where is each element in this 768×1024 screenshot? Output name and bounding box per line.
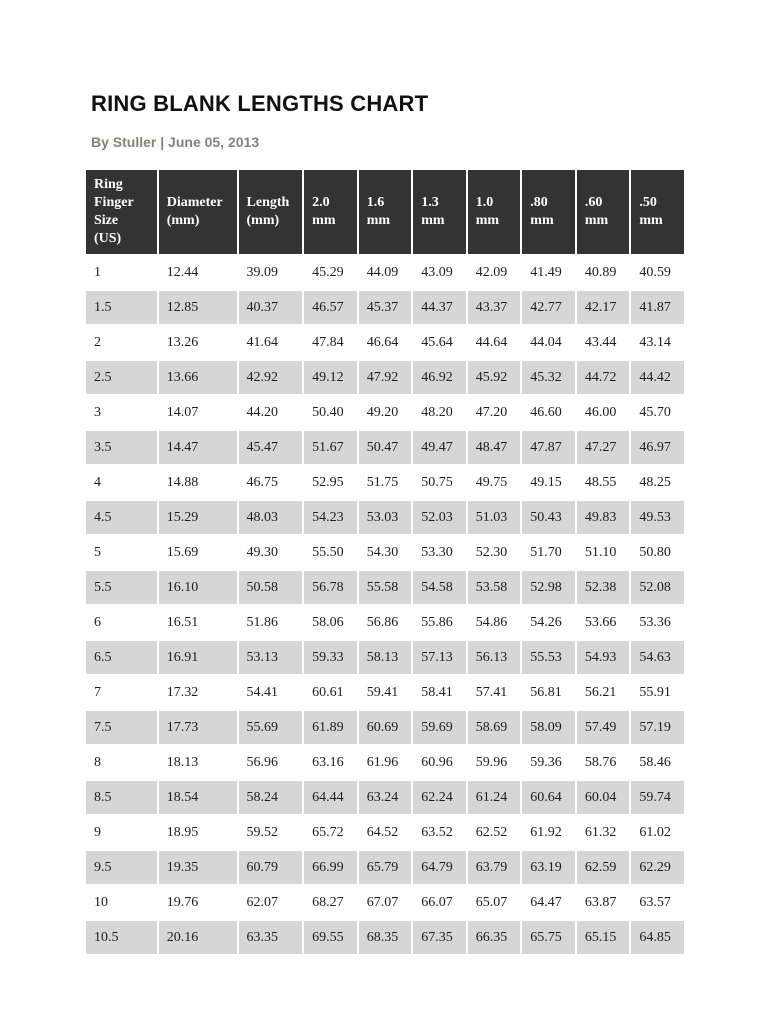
table-row [86,676,684,709]
cell-ring-size: 1 [86,256,157,289]
cell-0-50-mm: 64.85 [631,921,684,954]
cell-0-50-mm: 63.57 [631,886,684,919]
cell-length: 54.41 [239,676,303,709]
table-row [86,851,684,884]
cell-0-60-mm: 60.04 [577,781,630,814]
cell-1-3-mm: 63.52 [413,816,466,849]
cell-0-80-mm: 47.87 [522,431,575,464]
table-row [86,326,684,359]
cell-0-50-mm: 55.91 [631,676,684,709]
cell-1-0-mm: 59.96 [468,746,521,779]
cell-ring-size: 9 [86,816,157,849]
cell-length: 44.20 [239,396,303,429]
table-row [86,571,684,604]
cell-length: 50.58 [239,571,303,604]
cell-2-0-mm: 64.44 [304,781,357,814]
cell-1-3-mm: 54.58 [413,571,466,604]
cell-0-80-mm: 45.32 [522,361,575,394]
table-row [86,361,684,394]
cell-2-0-mm: 55.50 [304,536,357,569]
cell-0-50-mm: 46.97 [631,431,684,464]
cell-0-60-mm: 53.66 [577,606,630,639]
cell-1-3-mm: 53.30 [413,536,466,569]
cell-1-6-mm: 49.20 [359,396,412,429]
cell-1-3-mm: 62.24 [413,781,466,814]
cell-0-60-mm: 43.44 [577,326,630,359]
cell-2-0-mm: 69.55 [304,921,357,954]
cell-diameter: 19.35 [159,851,237,884]
header-length: Length (mm) [239,170,303,254]
cell-1-3-mm: 57.13 [413,641,466,674]
cell-1-3-mm: 49.47 [413,431,466,464]
cell-1-6-mm: 67.07 [359,886,412,919]
header-1-6-mm: 1.6 mm [359,170,412,254]
cell-1-6-mm: 63.24 [359,781,412,814]
cell-0-50-mm: 53.36 [631,606,684,639]
cell-0-60-mm: 42.17 [577,291,630,324]
cell-ring-size: 2.5 [86,361,157,394]
cell-length: 56.96 [239,746,303,779]
cell-0-80-mm: 46.60 [522,396,575,429]
header-0-50-mm: .50 mm [631,170,684,254]
cell-ring-size: 5.5 [86,571,157,604]
cell-0-60-mm: 48.55 [577,466,630,499]
cell-diameter: 13.66 [159,361,237,394]
cell-0-80-mm: 61.92 [522,816,575,849]
cell-2-0-mm: 45.29 [304,256,357,289]
cell-0-60-mm: 52.38 [577,571,630,604]
cell-1-3-mm: 66.07 [413,886,466,919]
cell-0-60-mm: 49.83 [577,501,630,534]
cell-length: 59.52 [239,816,303,849]
cell-1-3-mm: 43.09 [413,256,466,289]
cell-length: 48.03 [239,501,303,534]
cell-1-3-mm: 45.64 [413,326,466,359]
cell-diameter: 16.91 [159,641,237,674]
page-title: RING BLANK LENGTHS CHART [91,91,429,116]
header-2-0-mm: 2.0 mm [304,170,357,254]
cell-length: 53.13 [239,641,303,674]
table-row [86,711,684,744]
cell-1-3-mm: 50.75 [413,466,466,499]
cell-0-60-mm: 47.27 [577,431,630,464]
cell-0-80-mm: 56.81 [522,676,575,709]
cell-1-3-mm: 46.92 [413,361,466,394]
cell-diameter: 18.13 [159,746,237,779]
cell-ring-size: 3.5 [86,431,157,464]
cell-0-50-mm: 62.29 [631,851,684,884]
cell-1-6-mm: 64.52 [359,816,412,849]
cell-ring-size: 5 [86,536,157,569]
cell-1-6-mm: 56.86 [359,606,412,639]
table-row [86,466,684,499]
cell-0-50-mm: 41.87 [631,291,684,324]
cell-0-80-mm: 54.26 [522,606,575,639]
cell-length: 42.92 [239,361,303,394]
cell-0-60-mm: 56.21 [577,676,630,709]
table-row [86,641,684,674]
cell-length: 58.24 [239,781,303,814]
cell-0-80-mm: 55.53 [522,641,575,674]
cell-length: 45.47 [239,431,303,464]
cell-0-60-mm: 61.32 [577,816,630,849]
cell-ring-size: 7 [86,676,157,709]
cell-diameter: 20.16 [159,921,237,954]
cell-diameter: 16.10 [159,571,237,604]
cell-length: 51.86 [239,606,303,639]
cell-1-6-mm: 47.92 [359,361,412,394]
cell-1-6-mm: 65.79 [359,851,412,884]
table-row [86,256,684,289]
cell-1-6-mm: 51.75 [359,466,412,499]
cell-1-3-mm: 58.41 [413,676,466,709]
cell-0-80-mm: 42.77 [522,291,575,324]
cell-0-80-mm: 51.70 [522,536,575,569]
cell-1-3-mm: 59.69 [413,711,466,744]
cell-ring-size: 4 [86,466,157,499]
cell-2-0-mm: 60.61 [304,676,357,709]
cell-0-50-mm: 43.14 [631,326,684,359]
cell-0-60-mm: 44.72 [577,361,630,394]
cell-0-50-mm: 50.80 [631,536,684,569]
cell-length: 41.64 [239,326,303,359]
cell-0-80-mm: 52.98 [522,571,575,604]
cell-1-6-mm: 50.47 [359,431,412,464]
header-0-80-mm: .80 mm [522,170,575,254]
header-0-60-mm: .60 mm [577,170,630,254]
cell-0-60-mm: 63.87 [577,886,630,919]
cell-0-50-mm: 58.46 [631,746,684,779]
table-body [86,256,684,954]
header-diameter: Diameter (mm) [159,170,237,254]
cell-0-80-mm: 44.04 [522,326,575,359]
cell-0-50-mm: 48.25 [631,466,684,499]
cell-1-6-mm: 44.09 [359,256,412,289]
cell-1-6-mm: 46.64 [359,326,412,359]
cell-2-0-mm: 61.89 [304,711,357,744]
cell-2-0-mm: 58.06 [304,606,357,639]
cell-1-0-mm: 43.37 [468,291,521,324]
cell-1-3-mm: 60.96 [413,746,466,779]
cell-1-3-mm: 55.86 [413,606,466,639]
cell-diameter: 12.44 [159,256,237,289]
ring-blank-lengths-table [84,168,686,956]
table-row [86,536,684,569]
table-row [86,816,684,849]
cell-0-80-mm: 63.19 [522,851,575,884]
table-row [86,606,684,639]
cell-1-6-mm: 61.96 [359,746,412,779]
cell-1-0-mm: 49.75 [468,466,521,499]
cell-length: 62.07 [239,886,303,919]
header-row [86,170,684,254]
cell-length: 60.79 [239,851,303,884]
cell-0-60-mm: 62.59 [577,851,630,884]
cell-0-80-mm: 58.09 [522,711,575,744]
cell-2-0-mm: 46.57 [304,291,357,324]
cell-0-60-mm: 40.89 [577,256,630,289]
table-row [86,291,684,324]
cell-1-3-mm: 44.37 [413,291,466,324]
cell-2-0-mm: 68.27 [304,886,357,919]
cell-0-50-mm: 40.59 [631,256,684,289]
cell-2-0-mm: 54.23 [304,501,357,534]
cell-0-50-mm: 57.19 [631,711,684,744]
cell-length: 55.69 [239,711,303,744]
cell-ring-size: 4.5 [86,501,157,534]
cell-1-0-mm: 58.69 [468,711,521,744]
table-row [86,781,684,814]
table-header [86,170,684,254]
cell-1-0-mm: 56.13 [468,641,521,674]
cell-diameter: 18.54 [159,781,237,814]
cell-ring-size: 6 [86,606,157,639]
cell-2-0-mm: 65.72 [304,816,357,849]
table-row [86,396,684,429]
cell-diameter: 15.69 [159,536,237,569]
table-row [86,746,684,779]
cell-1-0-mm: 47.20 [468,396,521,429]
cell-2-0-mm: 47.84 [304,326,357,359]
cell-1-0-mm: 54.86 [468,606,521,639]
byline: By Stuller | June 05, 2013 [91,134,260,150]
cell-1-0-mm: 53.58 [468,571,521,604]
cell-2-0-mm: 50.40 [304,396,357,429]
cell-2-0-mm: 63.16 [304,746,357,779]
cell-ring-size: 10 [86,886,157,919]
cell-1-0-mm: 48.47 [468,431,521,464]
cell-1-6-mm: 45.37 [359,291,412,324]
cell-0-60-mm: 65.15 [577,921,630,954]
cell-1-6-mm: 60.69 [359,711,412,744]
cell-diameter: 16.51 [159,606,237,639]
cell-0-50-mm: 45.70 [631,396,684,429]
cell-1-0-mm: 51.03 [468,501,521,534]
cell-1-3-mm: 64.79 [413,851,466,884]
cell-1-0-mm: 65.07 [468,886,521,919]
cell-0-60-mm: 51.10 [577,536,630,569]
table-row [86,921,684,954]
cell-1-0-mm: 44.64 [468,326,521,359]
header-ring-size: Ring Finger Size (US) [86,170,157,254]
cell-diameter: 17.32 [159,676,237,709]
cell-2-0-mm: 49.12 [304,361,357,394]
cell-2-0-mm: 52.95 [304,466,357,499]
cell-1-0-mm: 61.24 [468,781,521,814]
cell-length: 63.35 [239,921,303,954]
header-1-3-mm: 1.3 mm [413,170,466,254]
cell-0-60-mm: 57.49 [577,711,630,744]
cell-1-0-mm: 57.41 [468,676,521,709]
cell-2-0-mm: 56.78 [304,571,357,604]
cell-0-50-mm: 49.53 [631,501,684,534]
cell-ring-size: 7.5 [86,711,157,744]
cell-diameter: 14.88 [159,466,237,499]
cell-diameter: 13.26 [159,326,237,359]
cell-length: 49.30 [239,536,303,569]
cell-diameter: 18.95 [159,816,237,849]
cell-1-3-mm: 52.03 [413,501,466,534]
cell-ring-size: 8 [86,746,157,779]
cell-1-6-mm: 53.03 [359,501,412,534]
table-row [86,431,684,464]
cell-0-50-mm: 44.42 [631,361,684,394]
cell-diameter: 15.29 [159,501,237,534]
cell-1-0-mm: 45.92 [468,361,521,394]
cell-length: 40.37 [239,291,303,324]
cell-0-50-mm: 52.08 [631,571,684,604]
cell-1-6-mm: 59.41 [359,676,412,709]
cell-ring-size: 6.5 [86,641,157,674]
table-row [86,501,684,534]
cell-2-0-mm: 59.33 [304,641,357,674]
cell-0-80-mm: 64.47 [522,886,575,919]
cell-diameter: 14.07 [159,396,237,429]
cell-length: 39.09 [239,256,303,289]
cell-0-60-mm: 46.00 [577,396,630,429]
cell-diameter: 14.47 [159,431,237,464]
cell-2-0-mm: 66.99 [304,851,357,884]
cell-0-50-mm: 59.74 [631,781,684,814]
cell-1-0-mm: 52.30 [468,536,521,569]
cell-1-0-mm: 42.09 [468,256,521,289]
cell-1-6-mm: 58.13 [359,641,412,674]
cell-length: 46.75 [239,466,303,499]
cell-1-0-mm: 62.52 [468,816,521,849]
cell-0-80-mm: 65.75 [522,921,575,954]
cell-0-80-mm: 50.43 [522,501,575,534]
cell-0-80-mm: 41.49 [522,256,575,289]
cell-ring-size: 8.5 [86,781,157,814]
cell-1-6-mm: 55.58 [359,571,412,604]
cell-0-60-mm: 58.76 [577,746,630,779]
cell-diameter: 12.85 [159,291,237,324]
cell-0-50-mm: 54.63 [631,641,684,674]
cell-1-0-mm: 63.79 [468,851,521,884]
cell-ring-size: 10.5 [86,921,157,954]
cell-0-60-mm: 54.93 [577,641,630,674]
table-row [86,886,684,919]
cell-ring-size: 9.5 [86,851,157,884]
cell-0-80-mm: 59.36 [522,746,575,779]
cell-1-6-mm: 54.30 [359,536,412,569]
cell-1-6-mm: 68.35 [359,921,412,954]
cell-1-3-mm: 48.20 [413,396,466,429]
cell-ring-size: 1.5 [86,291,157,324]
cell-0-80-mm: 60.64 [522,781,575,814]
cell-0-50-mm: 61.02 [631,816,684,849]
cell-diameter: 19.76 [159,886,237,919]
cell-ring-size: 2 [86,326,157,359]
header-1-0-mm: 1.0 mm [468,170,521,254]
cell-ring-size: 3 [86,396,157,429]
cell-1-0-mm: 66.35 [468,921,521,954]
cell-1-3-mm: 67.35 [413,921,466,954]
cell-0-80-mm: 49.15 [522,466,575,499]
cell-diameter: 17.73 [159,711,237,744]
cell-2-0-mm: 51.67 [304,431,357,464]
